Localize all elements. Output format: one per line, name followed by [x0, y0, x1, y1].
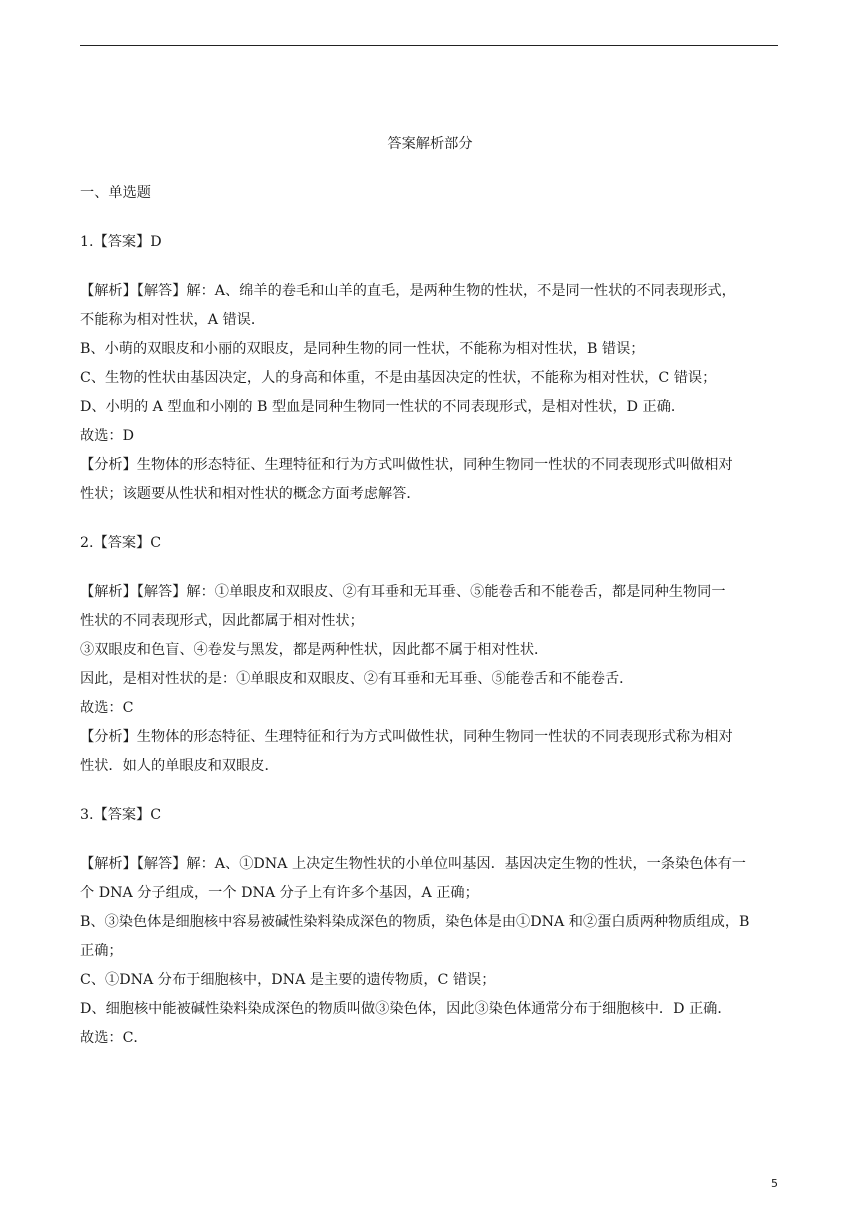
analysis-line: 【解析】【解答】解：A、①DNA 上决定生物性状的小单位叫基因．基因决定生物的性状，一条染色体有一 [80, 856, 746, 872]
analysis-line: C、生物的性状由基因决定，人的身高和体重，不是由基因决定的性状，不能称为相对性状，C 错误； [80, 370, 717, 386]
analysis-line: 【解析】【解答】解：A、绵羊的卷毛和山羊的直毛，是两种生物的性状，不是同一性状的不同表现形式， [80, 283, 736, 299]
analysis-line: 【分析】生物体的形态特征、生理特征和行为方式叫做性状，同种生物同一性状的不同表现形式叫做相对 [80, 457, 733, 473]
analysis-line: 【解析】【解答】解：①单眼皮和双眼皮、②有耳垂和无耳垂、⑤能卷舌和不能卷舌，都是同种生物同一 [80, 584, 726, 600]
analysis-line: 个 DNA 分子组成，一个 DNA 分子上有许多个基因，A 正确； [80, 885, 479, 901]
analysis-line: C、①DNA 分布于细胞核中，DNA 是主要的遗传物质，C 错误； [80, 972, 496, 988]
analysis-line: 【分析】生物体的形态特征、生理特征和行为方式叫做性状，同种生物同一性状的不同表现形式称为相对 [80, 729, 733, 745]
analysis-line: 性状的不同表现形式，因此都属于相对性状； [80, 613, 364, 629]
answer-line: 2.【答案】C [80, 535, 162, 551]
analysis-line: D、小明的 A 型血和小刚的 B 型血是同种生物同一性状的不同表现形式，是相对性状，D 正确． [80, 399, 686, 415]
analysis-line: 不能称为相对性状，A 错误． [80, 312, 266, 328]
question-block [80, 228, 780, 509]
header-rule [80, 45, 778, 46]
question-block [80, 801, 780, 1053]
analysis-line: 正确； [80, 943, 123, 959]
answer-line: 1.【答案】D [80, 234, 162, 250]
analysis-line: 故选：C． [80, 1030, 148, 1046]
analysis-line: ③双眼皮和色盲、④卷发与黑发，都是两种性状，因此都不属于相对性状． [80, 642, 549, 658]
page-number: 5 [771, 1177, 778, 1190]
section-title: 一、单选题 [80, 185, 151, 201]
analysis-line: B、③染色体是细胞核中容易被碱性染料染成深色的物质，染色体是由①DNA 和②蛋白质两种物质组成，B [80, 914, 750, 930]
answer-line: 3.【答案】C [80, 807, 162, 823]
analysis-line: 故选：C [80, 700, 134, 716]
page-content [80, 130, 780, 1053]
page-title: 答案解析部分 [387, 136, 473, 152]
analysis-line: 因此，是相对性状的是：①单眼皮和双眼皮、②有耳垂和无耳垂、⑤能卷舌和不能卷舌． [80, 671, 634, 687]
analysis-line: D、细胞核中能被碱性染料染成深色的物质叫做③染色体，因此③染色体通常分布于细胞核中．D 正确． [80, 1001, 732, 1017]
question-block [80, 529, 780, 781]
analysis-line: B、小萌的双眼皮和小丽的双眼皮，是同种生物的同一性状，不能称为相对性状，B 错误； [80, 341, 645, 357]
analysis-line: 故选：D [80, 428, 134, 444]
analysis-line: 性状．如人的单眼皮和双眼皮． [80, 758, 279, 774]
analysis-line: 性状；该题要从性状和相对性状的概念方面考虑解答． [80, 486, 421, 502]
